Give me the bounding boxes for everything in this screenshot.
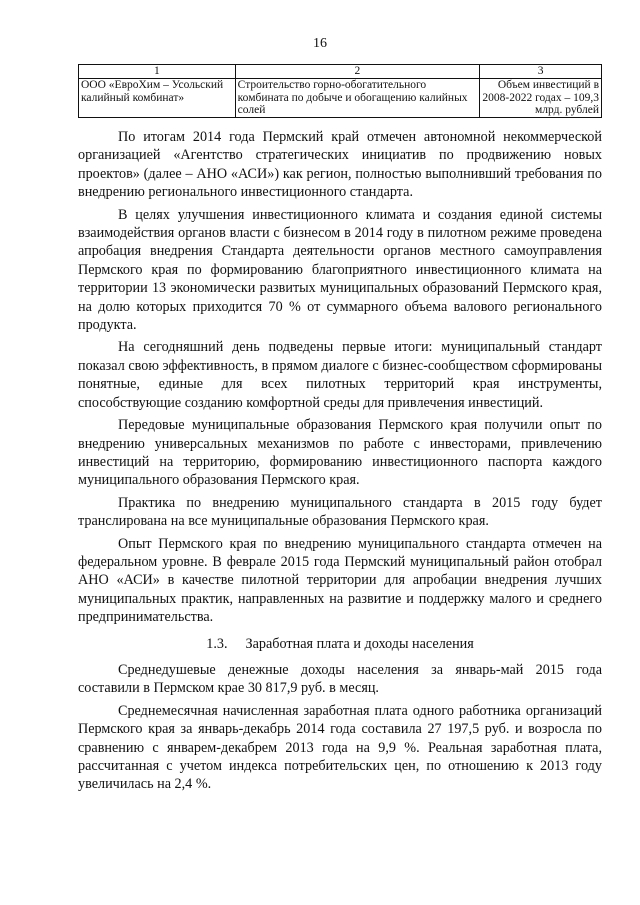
paragraph: На сегодняшний день подведены первые итоги: муниципальный стандарт показал свою эффективность, в прямом диалоге с бизнес-сообществом сформированы понятные, единые для всех пилотных территорий края инструменты, способствующие созданию комфортной среды для привлечения инвестиций. xyxy=(78,339,602,411)
paragraph: Опыт Пермского края по внедрению муниципального стандарта отмечен на федеральном уровне. В феврале 2015 года Пермский муниципальный район отобрал АНО «АСИ» в качестве пилотной территории для апробации внедрения лучших муниципальных практик, направленных на развитие и поддержку малого и среднего предпринимательства. xyxy=(78,535,602,626)
investment-cell: Объем инвестиций в 2008-2022 годах – 109,3 млрд. рублей xyxy=(480,79,602,118)
paragraph: В целях улучшения инвестиционного климата и создания единой системы взаимодействия органов власти с бизнесом в 2014 году в пилотном режиме проведена апробация внедрения Стандарта деятельности органов местного самоуправления Пермского края по формированию благоприятного инвестиционного климата на территории 13 экономически развитых муниципальных образований Пермского края, на долю которых приходится 70 % от суммарного объема валового регионального продукта. xyxy=(78,206,602,334)
paragraph: Среднемесячная начисленная заработная плата одного работника организаций Пермского края за январь-декабрь 2014 года составила 27 197,5 руб. и возросла по сравнению с январем-декабрем 2013 года на 9,9 %. Реальная заработная плата, рассчитанная с учетом индекса потребительских цен, по отношению к 2013 году увеличилась на 2,4 %. xyxy=(78,702,602,793)
paragraph: Передовые муниципальные образования Пермского края получили опыт по внедрению универсальных механизмов по работе с инвесторами, привлечению инвестиций на территорию, формированию инвестиционного паспорта каждого муниципального образования Пермского края. xyxy=(78,417,602,489)
page-number: 16 xyxy=(313,36,327,51)
document-body xyxy=(78,128,602,794)
paragraph: По итогам 2014 года Пермский край отмечен автономной некоммерческой организацией «Агентство стратегических инициатив по продвижению новых проектов» (далее – АНО «АСИ») как регион, полностью выполнивший требования по внедрению регионального инвестиционного стандарта. xyxy=(78,129,602,201)
table-header-cell: 2 xyxy=(235,65,480,79)
table-header-cell: 3 xyxy=(480,65,602,79)
paragraph: Среднедушевые денежные доходы населения за январь-май 2015 года составили в Пермском крае 30 817,9 руб. в месяц. xyxy=(78,661,602,697)
table-header-cell: 1 xyxy=(79,65,236,79)
section-number: 1.3. xyxy=(206,635,228,652)
paragraph: Практика по внедрению муниципального стандарта в 2015 году будет транслирована на все муниципальные образования Пермского края. xyxy=(78,494,602,530)
project-cell: Строительство горно-обогатительного комбината по добыче и обогащению калийных солей xyxy=(235,79,480,118)
section-heading xyxy=(78,635,602,653)
investment-table xyxy=(78,64,602,118)
table-row xyxy=(79,79,602,118)
section-title: Заработная плата и доходы населения xyxy=(245,635,474,652)
company-cell: ООО «ЕвроХим – Усольский калийный комбинат» xyxy=(79,79,236,118)
table-header-row xyxy=(79,65,602,79)
